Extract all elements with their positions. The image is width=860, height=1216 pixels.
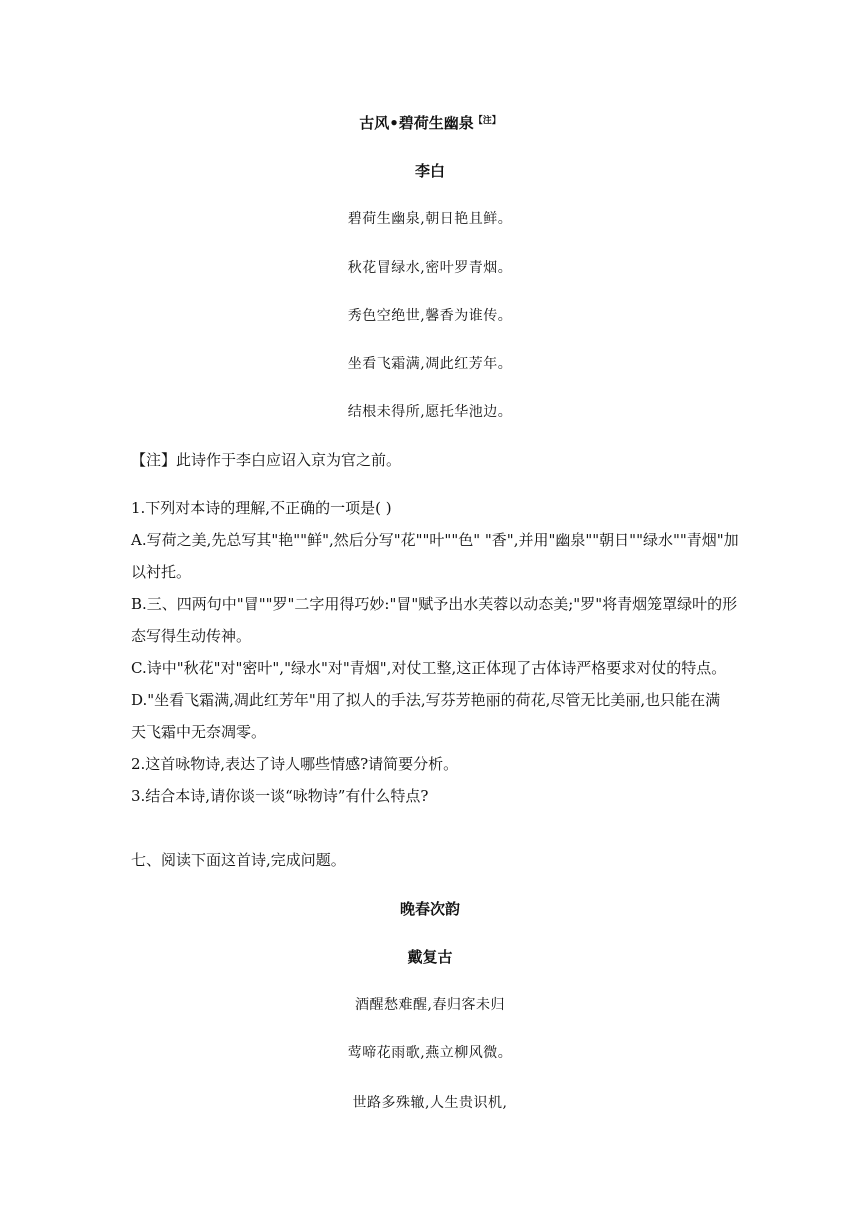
q1-option-b-line-1: B.三、四两句中"冒""罗"二字用得巧妙:"冒"赋予出水芙蓉以动态美;"罗"将青烟笼罩绿叶的形 [131,595,738,613]
poem2-line-3: 世路多殊辙,人生贵识机, [352,1095,508,1111]
questions-block [131,492,739,812]
poem2-line-2: 莺啼花雨歌,燕立柳风微。 [347,1045,513,1061]
poem1-author: 李白 [414,162,445,180]
poem1-line-4: 坐看飞霜满,凋此红芳年。 [347,356,513,372]
poem1-line-5: 结根未得所,愿托华池边。 [347,404,513,420]
poem1-note: 【注】此诗作于李白应诏入京为官之前。 [131,451,402,469]
q1-option-a-line-1: A.写荷之美,先总写其"艳""鲜",然后分写"花""叶""色" "香",并用"幽泉""朝日""绿水""青烟"加 [131,531,739,549]
q3-text: 3.结合本诗,请你谈一谈“咏物诗”有什么特点? [131,787,429,805]
poem2-title: 晚春次韵 [399,900,460,918]
q2-text: 2.这首咏物诗,表达了诗人哪些情感?请简要分析。 [131,755,459,773]
poem2-author: 戴复古 [407,948,453,966]
poem1-title [0,112,860,133]
q1-stem: 1.下列对本诗的理解,不正确的一项是( ) [131,499,392,517]
q1-option-a-line-2: 以衬托。 [131,563,192,581]
poem1-note-mark: 【注】 [473,116,501,126]
poem1-line-1: 碧荷生幽泉,朝日艳且鲜。 [347,211,513,227]
poem2-line-1: 酒醒愁难醒,春归客未归 [355,997,505,1013]
q1-option-d-line-1: D."坐看飞霜满,凋此红芳年"用了拟人的手法,写芬芳艳丽的荷花,尽管无比美丽,也只能在满 [131,691,721,709]
poem1-title-text: 古风•碧荷生幽泉 [359,114,474,132]
q1-option-b-line-2: 态写得生动传神。 [131,627,252,645]
poem1-line-3: 秀色空绝世,馨香为谁传。 [347,308,513,324]
section7-heading: 七、阅读下面这首诗,完成问题。 [131,851,346,869]
q1-option-d-line-2: 天飞霜中无奈凋零。 [131,723,267,741]
q1-option-c: C.诗中"秋花"对"密叶","绿水"对"青烟",对仗工整,这正体现了古体诗严格要求对仗的特点。 [131,659,727,677]
poem1-line-2: 秋花冒绿水,密叶罗青烟。 [347,260,513,276]
